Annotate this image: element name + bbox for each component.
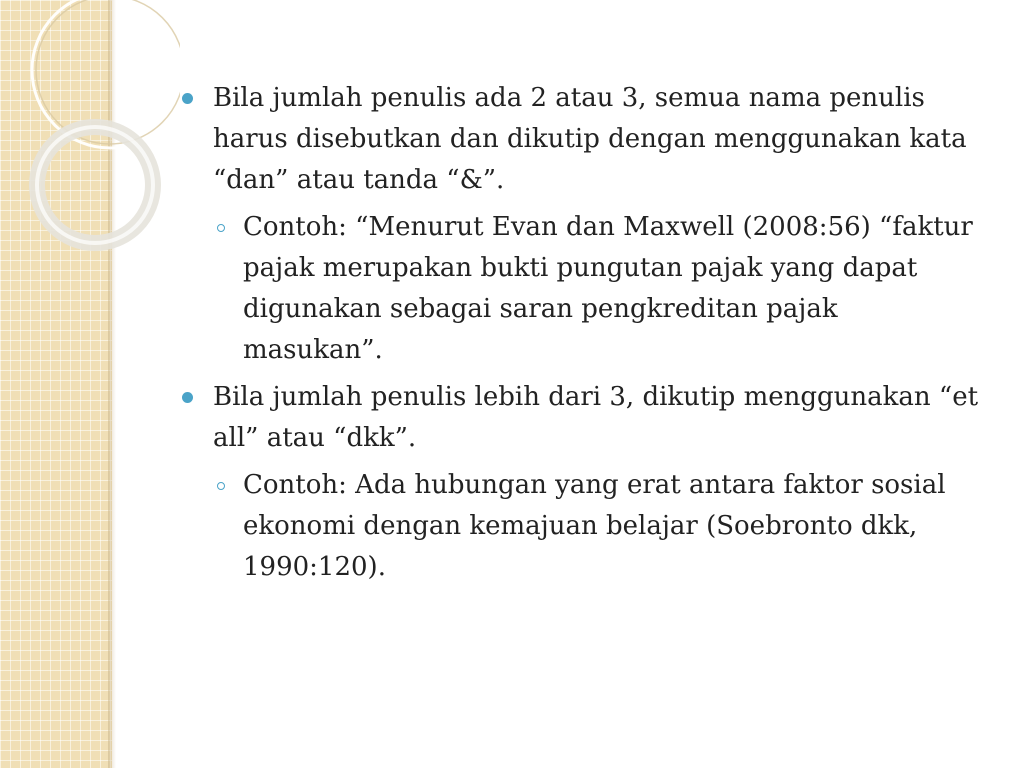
bullet-item	[182, 78, 982, 371]
bullet-text: Bila jumlah penulis lebih dari 3, dikutip menggunakan “et all” atau “dkk”.	[213, 382, 979, 453]
sub-bullet-text: Contoh: “Menurut Evan dan Maxwell (2008:56) “faktur pajak merupakan bukti pungutan pajak yang dapat digunakan sebagai saran pengkreditan pajak masukan”.	[243, 212, 973, 365]
bullet-list	[182, 78, 982, 588]
bullet-dot-icon	[182, 93, 193, 104]
slide-content	[182, 78, 982, 594]
bullet-ring-icon	[217, 482, 225, 490]
sub-bullet-text: Contoh: Ada hubungan yang erat antara faktor sosial ekonomi dengan kemajuan belajar (Soebronto dkk, 1990:120).	[243, 470, 946, 582]
bullet-text: Bila jumlah penulis ada 2 atau 3, semua nama penulis harus disebutkan dan dikutip dengan menggunakan kata “dan” atau tanda “&”.	[213, 83, 967, 195]
bullet-item	[182, 377, 982, 588]
decorative-rings-graphic	[0, 0, 180, 260]
sub-bullet-item	[213, 207, 982, 371]
sub-bullet-list	[213, 207, 982, 371]
bullet-ring-icon	[217, 224, 225, 232]
sub-bullet-list	[213, 465, 982, 588]
sub-bullet-item	[213, 465, 982, 588]
bullet-dot-icon	[182, 392, 193, 403]
